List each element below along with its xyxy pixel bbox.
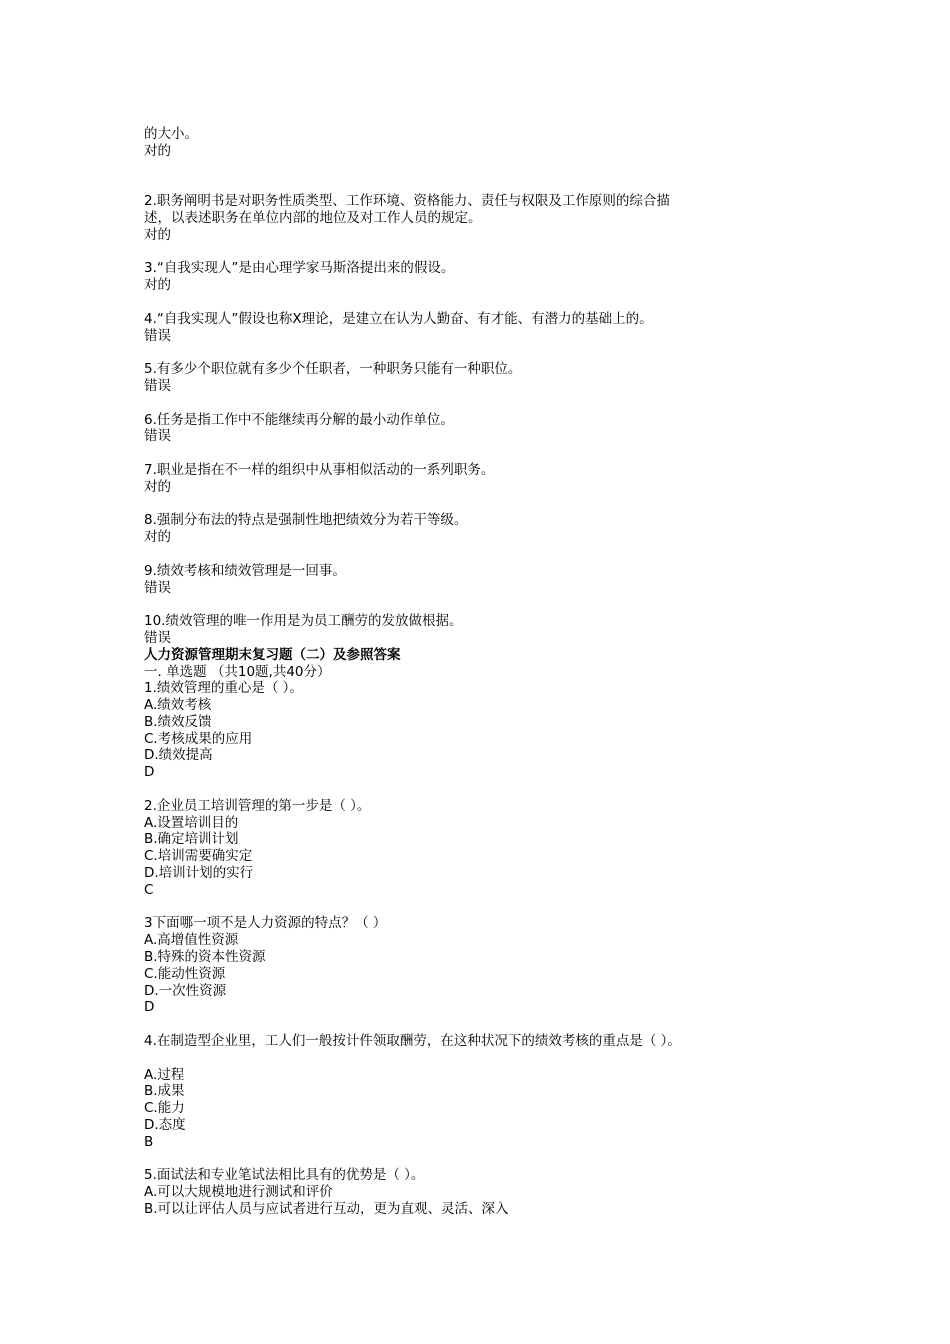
mc-q1-option-b: B.绩效反馈	[144, 713, 212, 730]
mc-q4-option-d: D.态度	[144, 1117, 186, 1134]
tf-q2-line1: 2.职务阐明书是对职务性质类型、工作环境、资格能力、责任与权限及工作原则的综合描	[144, 193, 670, 210]
mc-q3-option-d: D.一次性资源	[144, 982, 227, 999]
tf-q3: 3.“自我实现人”是由心理学家马斯洛提出来的假设。	[144, 260, 455, 277]
tf-q3-answer: 对的	[144, 277, 171, 294]
tf-q10-answer: 错误	[144, 629, 171, 646]
mc-q1: 1.绩效管理的重心是（ ）。	[144, 680, 303, 697]
mc-q2: 2.企业员工培训管理的第一步是（ ）。	[144, 797, 371, 814]
tf-q2-line2: 述，以表述职务在单位内部的地位及对工作人员的规定。	[144, 209, 482, 226]
mc-q1-answer: D	[144, 764, 155, 781]
mc-q4-option-a: A.过程	[144, 1066, 185, 1083]
mc-q3-option-c: C.能动性资源	[144, 965, 226, 982]
mc-q1-option-d: D.绩效提高	[144, 747, 213, 764]
tf-q8-answer: 对的	[144, 529, 171, 546]
mc-q3: 3下面哪一项不是人力资源的特点？（ ）	[144, 915, 387, 932]
mc-q1-option-a: A.绩效考核	[144, 697, 212, 714]
mc-q3-answer: D	[144, 999, 155, 1016]
tf-q8: 8.强制分布法的特点是强制性地把绩效分为若干等级。	[144, 512, 468, 529]
document-page	[144, 126, 824, 1218]
mc-q4-option-b: B.成果	[144, 1083, 185, 1100]
mc-q2-option-d: D.培训计划的实行	[144, 865, 254, 882]
mc-q4-answer: B	[144, 1133, 154, 1150]
mc-q1-option-c: C.考核成果的应用	[144, 730, 253, 747]
mc-q5: 5.面试法和专业笔试法相比具有的优势是（ ）。	[144, 1167, 425, 1184]
mc-q5-option-a: A.可以大规模地进行测试和评价	[144, 1184, 333, 1201]
mc-q3-option-b: B.特殊的资本性资源	[144, 949, 266, 966]
tf-q4-answer: 错误	[144, 327, 171, 344]
tf-q5: 5.有多少个职位就有多少个任职者，一种职务只能有一种职位。	[144, 361, 522, 378]
mc-q4-option-c: C.能力	[144, 1100, 185, 1117]
tf-q9: 9.绩效考核和绩效管理是一回事。	[144, 562, 346, 579]
section-title: 人力资源管理期末复习题（二）及参照答案	[144, 646, 401, 663]
section-subtitle: 一. 单选题 （共10题,共40分）	[144, 663, 331, 680]
mc-q2-option-c: C.培训需要确实定	[144, 848, 253, 865]
tf-q6: 6.任务是指工作中不能继续再分解的最小动作单位。	[144, 411, 454, 428]
tf-q4: 4.“自我实现人”假设也称X理论，是建立在认为人勤奋、有才能、有潜力的基础上的。	[144, 310, 653, 327]
tf-q6-answer: 错误	[144, 428, 171, 445]
mc-q2-answer: C	[144, 881, 154, 898]
tf-q1-answer: 对的	[144, 142, 171, 159]
tf-q9-answer: 错误	[144, 579, 171, 596]
tf-q7-answer: 对的	[144, 478, 171, 495]
tf-q1-tail: 的大小。	[144, 126, 198, 142]
tf-q10: 10.绩效管理的唯一作用是为员工酬劳的发放做根据。	[144, 613, 463, 630]
mc-q4: 4.在制造型企业里，工人们一般按计件领取酬劳，在这种状况下的绩效考核的重点是（ ）。	[144, 1033, 681, 1050]
mc-q2-option-a: A.设置培训目的	[144, 814, 239, 831]
mc-q3-option-a: A.高增值性资源	[144, 932, 239, 949]
tf-q7: 7.职业是指在不一样的组织中从事相似活动的一系列职务。	[144, 461, 495, 478]
mc-q5-option-b: B.可以让评估人员与应试者进行互动，更为直观、灵活、深入	[144, 1201, 509, 1217]
tf-q2-answer: 对的	[144, 226, 171, 243]
mc-q2-option-b: B.确定培训计划	[144, 831, 239, 848]
tf-q5-answer: 错误	[144, 377, 171, 394]
